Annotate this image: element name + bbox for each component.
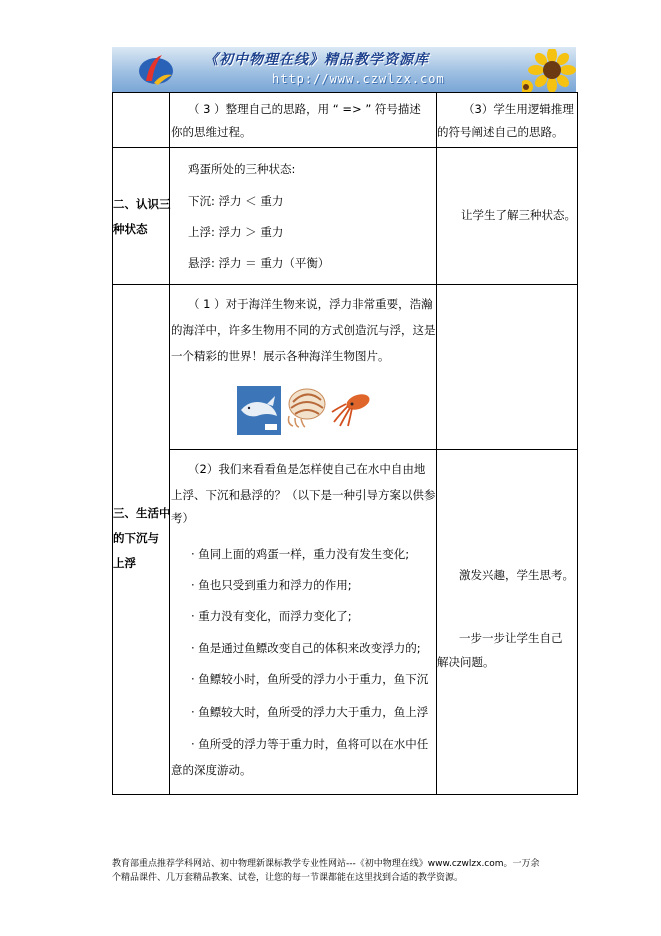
marine-life-text: 的海洋中，许多生物用不同的方式创造沉与浮，这是 <box>171 323 436 337</box>
footer-line: 个精品课件、几万套精品教案、试卷，让您的每一节课都能在这里找到合适的教学资源。 <box>112 873 464 883</box>
section-3-purpose: 一步一步让学生自己 <box>459 631 563 645</box>
guide-bullet: · 鱼所受的浮力等于重力时，鱼将可以在水中任 <box>191 737 429 751</box>
guide-bullet: · 重力没有变化，而浮力变化了; <box>191 609 352 623</box>
section-3-title: 上浮 <box>113 556 136 570</box>
fish-question-text: （2）我们来看看鱼是怎样使自己在水中自由地 <box>188 462 426 476</box>
step3-purpose: 的符号阐述自己的思路。 <box>437 125 564 139</box>
egg-states-heading: 鸡蛋所处的三种状态: <box>188 162 296 176</box>
table-row-divider <box>112 284 577 285</box>
table-row-divider <box>169 449 577 450</box>
site-banner <box>112 47 576 92</box>
sunflower-icon <box>522 49 576 92</box>
step3-text: （ 3 ）整理自己的思路，用 “ => ” 符号描述 <box>188 102 421 116</box>
guide-bullet-continued: 意的深度游动。 <box>171 763 252 777</box>
section-3-title: 的下沉与 <box>113 531 159 545</box>
section-2-title: 二、认识三 <box>113 197 171 211</box>
table-col-divider <box>436 92 437 794</box>
fish-question-text: 上浮、下沉和悬浮的？（以下是一种引导方案以供参 <box>171 488 436 502</box>
step3-purpose: （3）学生用逻辑推理 <box>463 102 574 116</box>
squid-picture <box>330 388 374 428</box>
section-3-purpose: 激发兴趣，学生思考。 <box>459 568 574 582</box>
section-2-purpose: 让学生了解三种状态。 <box>461 208 576 222</box>
guide-bullet: · 鱼同上面的鸡蛋一样，重力没有发生变化; <box>191 547 410 561</box>
guide-bullet: · 鱼鳔较大时，鱼所受的浮力大于重力，鱼上浮 <box>191 705 429 719</box>
guide-bullet: · 鱼是通过鱼鳔改变自己的体积来改变浮力的; <box>191 641 421 655</box>
section-3-title: 三、生活中 <box>113 506 171 520</box>
whale-picture <box>237 386 281 435</box>
fish-question-text: 考） <box>171 511 194 525</box>
nautilus-picture <box>283 386 329 428</box>
state-rise: 上浮: 浮力 ＞ 重力 <box>188 225 284 239</box>
section-3-purpose: 解决问题。 <box>437 655 495 669</box>
marine-life-text: （ 1 ）对于海洋生物来说，浮力非常重要，浩瀚 <box>188 297 433 311</box>
guide-bullet: · 鱼鳔较小时，鱼所受的浮力小于重力，鱼下沉 <box>191 672 429 686</box>
table-row-divider <box>112 147 577 148</box>
footer-line: 教育部重点推荐学科网站、初中物理新课标教学专业性网站---《初中物理在线》www.czwlzx.com。一万余 <box>112 859 540 869</box>
guide-bullet: · 鱼也只受到重力和浮力的作用; <box>191 578 352 592</box>
section-2-title: 种状态 <box>113 222 148 236</box>
state-sink: 下沉: 浮力 ＜ 重力 <box>188 194 284 208</box>
banner-title: 《初中物理在线》精品教学资源库 <box>204 52 429 68</box>
marine-life-text: 一个精彩的世界！展示各种海洋生物图片。 <box>171 349 390 363</box>
banner-url: http://www.czwlzx.com <box>272 72 445 86</box>
site-logo-icon <box>136 51 176 87</box>
step3-text: 你的思维过程。 <box>171 125 252 139</box>
state-suspend: 悬浮: 浮力 ＝ 重力（平衡） <box>188 256 330 270</box>
page-footer <box>112 857 582 885</box>
